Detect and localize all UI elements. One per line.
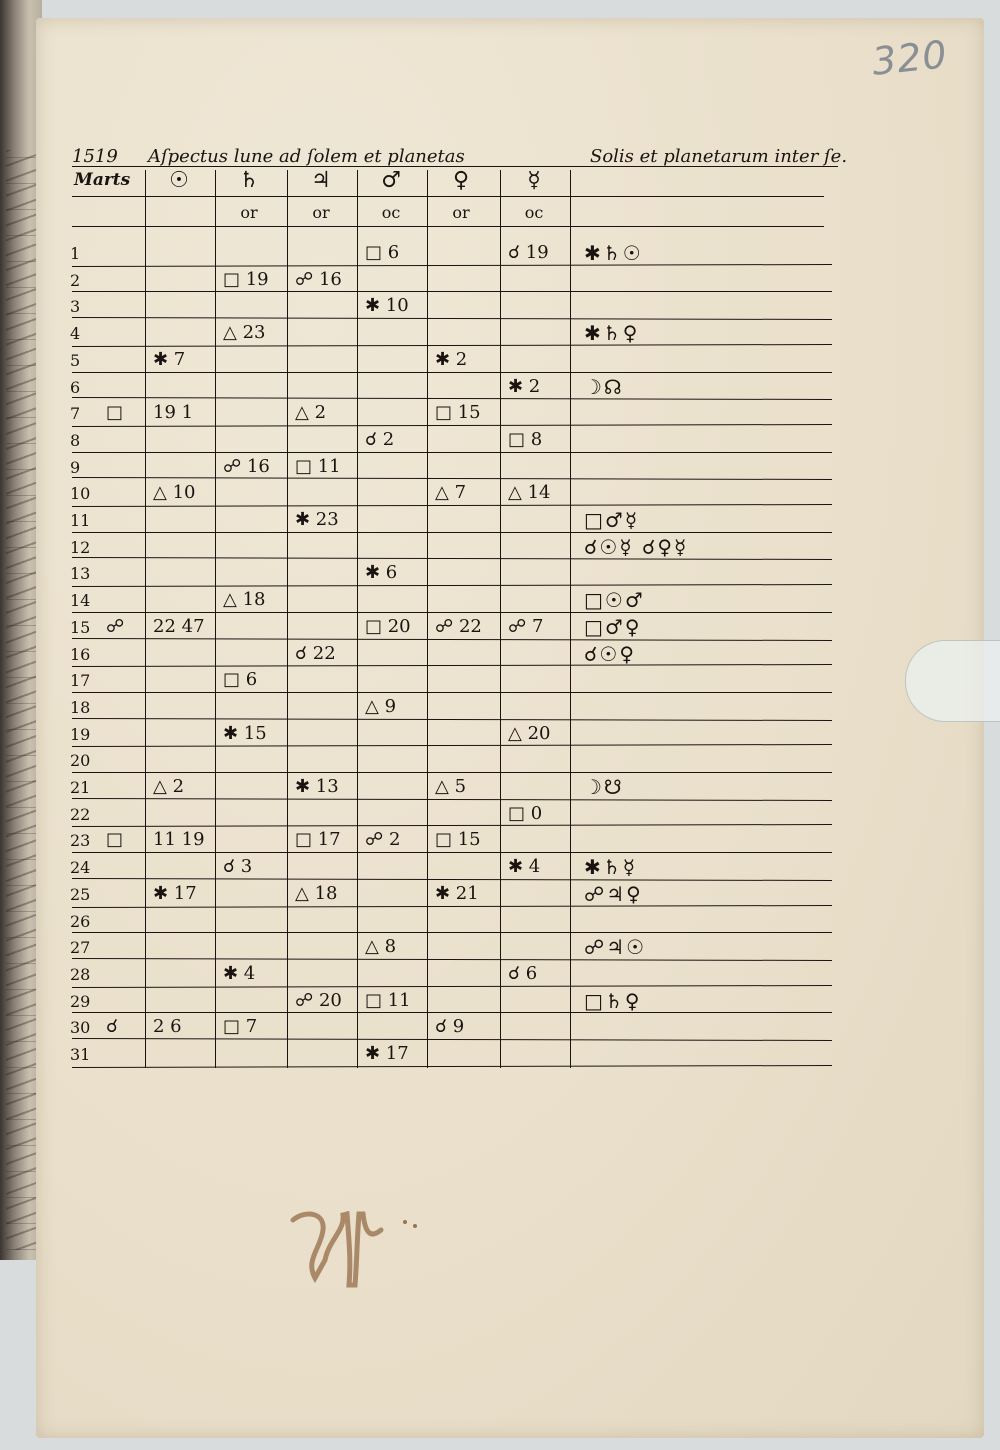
row-day: 9	[70, 457, 81, 477]
row-day: 2	[70, 270, 81, 290]
row-rule	[72, 291, 832, 292]
aspect-cell: △ 14	[508, 482, 551, 504]
aspect-cell: ✱ 21	[435, 882, 479, 904]
aspect-cell: △ 18	[295, 882, 338, 904]
folio-number: 320	[870, 32, 951, 84]
row-notes: ✱♄☿	[584, 855, 637, 880]
row-notes: ☍♃☉	[584, 935, 647, 960]
row-day: 23	[70, 831, 91, 851]
aspect-cell: ✱ 17	[153, 882, 197, 904]
column-sub: or	[452, 203, 470, 222]
column-sub: oc	[524, 203, 544, 222]
row-pre-aspect: ☍	[106, 615, 125, 637]
aspect-cell: △ 5	[435, 776, 467, 797]
row-notes: ✱♄☉	[584, 241, 643, 265]
aspect-cell: ✱ 6	[365, 562, 398, 584]
row-day: 3	[70, 297, 81, 317]
row-notes: ☌☉☿ ☌♀☿	[584, 534, 689, 559]
row-rule	[72, 772, 832, 773]
aspect-cell: ☌ 19	[508, 242, 549, 263]
aspect-cell: ☌ 3	[223, 856, 253, 878]
aspect-cell: □ 7	[223, 1016, 258, 1038]
row-pre-aspect: □	[106, 829, 124, 851]
row-day: 1	[70, 244, 81, 263]
aspect-cell: ✱ 4	[508, 856, 541, 878]
column-symbol: ♂	[381, 168, 401, 193]
aspect-cell: ☌ 22	[295, 642, 336, 664]
aspect-cell: ✱ 13	[295, 776, 339, 797]
column-sub: oc	[381, 203, 401, 222]
row-day: 6	[70, 377, 81, 397]
row-day: 22	[70, 804, 91, 824]
aspect-cell: ☌ 2	[365, 428, 395, 450]
aspect-cell: ✱ 7	[153, 348, 186, 370]
row-day: 25	[70, 884, 91, 904]
aspect-cell: 19 1	[153, 402, 194, 424]
row-day: 17	[70, 671, 91, 691]
column-sub: or	[312, 203, 330, 222]
header-rule-3	[72, 226, 824, 227]
column-symbol: ☿	[527, 168, 541, 193]
aspect-cell: □ 6	[365, 242, 400, 263]
ink-blot-mark	[285, 1200, 435, 1290]
row-day: 19	[70, 724, 91, 744]
row-day: 14	[70, 591, 91, 611]
row-notes: ✱♄♀	[584, 321, 640, 346]
header-right-title: Solis et planetarum inter ſe.	[590, 146, 848, 167]
row-notes: ☽☊	[584, 374, 624, 399]
aspect-cell: □ 17	[295, 829, 341, 851]
aspect-cell: ☍ 16	[223, 455, 270, 477]
row-rule	[72, 532, 832, 533]
row-day: 18	[70, 697, 91, 717]
aspect-cell: ☍ 7	[508, 615, 544, 637]
row-pre-aspect: □	[106, 402, 124, 424]
column-symbol: ☉	[169, 168, 189, 193]
aspect-cell: △ 8	[365, 936, 397, 958]
row-rule	[72, 612, 832, 613]
aspect-cell: ☍ 22	[435, 615, 482, 637]
aspect-cell: ✱ 4	[223, 962, 256, 984]
aspect-cell: 11 19	[153, 829, 205, 851]
column-symbol: ♀	[452, 168, 470, 193]
aspect-cell: □ 11	[365, 989, 411, 1011]
aspect-cell: 2 6	[153, 1016, 182, 1038]
aspect-cell: ✱ 10	[365, 295, 409, 317]
aspect-cell: △ 20	[508, 722, 551, 744]
row-day: 31	[70, 1045, 91, 1064]
row-day: 26	[70, 911, 91, 931]
row-day: 5	[70, 350, 81, 370]
aspect-cell: □ 15	[435, 402, 481, 424]
column-symbol: ♄	[239, 168, 259, 193]
row-day: 11	[70, 511, 91, 530]
row-day: 12	[70, 537, 91, 557]
row-day: 29	[70, 991, 91, 1011]
aspect-cell: △ 23	[223, 322, 266, 344]
header-title: Aſpectus lune ad ſolem et planetas	[148, 146, 465, 167]
row-day: 20	[70, 751, 91, 771]
aspect-cell: △ 9	[365, 695, 397, 717]
row-day: 27	[70, 938, 91, 958]
row-notes: ☍♃♀	[584, 881, 643, 906]
row-day: 21	[70, 778, 91, 797]
aspect-cell: □ 19	[223, 268, 269, 290]
column-symbol: ♃	[311, 168, 331, 193]
header-top-rule	[72, 166, 838, 167]
aspect-cell: □ 0	[508, 802, 543, 824]
row-day: 4	[70, 324, 81, 344]
aspect-cell: □ 15	[435, 829, 481, 851]
aspect-cell: ✱ 2	[435, 348, 468, 370]
row-notes: ☽☋	[584, 775, 624, 799]
aspect-cell: △ 2	[153, 776, 185, 797]
row-rule	[72, 452, 832, 453]
aspect-cell: 22 47	[153, 615, 205, 637]
aspect-cell: ✱ 23	[295, 509, 339, 530]
aspect-cell: □ 6	[223, 669, 258, 691]
row-rule	[72, 692, 832, 693]
row-day: 30	[70, 1018, 91, 1038]
aspect-cell: ✱ 17	[365, 1043, 409, 1064]
page-tab-marker	[905, 640, 1000, 722]
row-notes: □♄♀	[584, 988, 642, 1013]
aspect-cell: △ 10	[153, 482, 196, 504]
row-rule	[72, 372, 832, 373]
row-pre-aspect: ☌	[106, 1016, 119, 1038]
header-year: 1519	[72, 146, 118, 167]
row-notes: □♂♀	[584, 614, 642, 639]
aspect-cell: ☌ 9	[435, 1016, 465, 1038]
header-rule-2	[72, 196, 824, 197]
row-day: 10	[70, 484, 91, 504]
aspect-cell: ✱ 2	[508, 375, 541, 397]
aspect-cell: ☌ 6	[508, 962, 538, 984]
aspect-cell: △ 2	[295, 402, 327, 424]
row-notes: □♂☿	[584, 508, 640, 532]
row-day: 13	[70, 564, 91, 584]
aspect-cell: ☍ 2	[365, 829, 401, 851]
row-day: 24	[70, 858, 91, 878]
row-rule	[72, 1012, 832, 1013]
row-rule	[72, 852, 832, 853]
aspect-cell: △ 18	[223, 589, 266, 611]
row-notes: □☉♂	[584, 588, 645, 613]
row-day: 7	[70, 404, 81, 424]
row-day: 28	[70, 964, 91, 984]
column-sub: or	[240, 203, 258, 222]
row-rule	[72, 932, 832, 933]
month-label: Marts	[74, 170, 131, 190]
row-day: 16	[70, 644, 91, 664]
aspect-cell: □ 8	[508, 428, 543, 450]
row-day: 8	[70, 430, 81, 450]
aspect-cell: □ 11	[295, 455, 341, 477]
aspect-cell: ☍ 16	[295, 268, 342, 290]
row-notes: ☌☉♀	[584, 641, 636, 666]
aspect-cell: ✱ 15	[223, 722, 267, 744]
aspect-cell: ☍ 20	[295, 989, 342, 1011]
aspect-cell: △ 7	[435, 482, 467, 504]
aspect-cell: □ 20	[365, 615, 411, 637]
row-day: 15	[70, 617, 91, 637]
